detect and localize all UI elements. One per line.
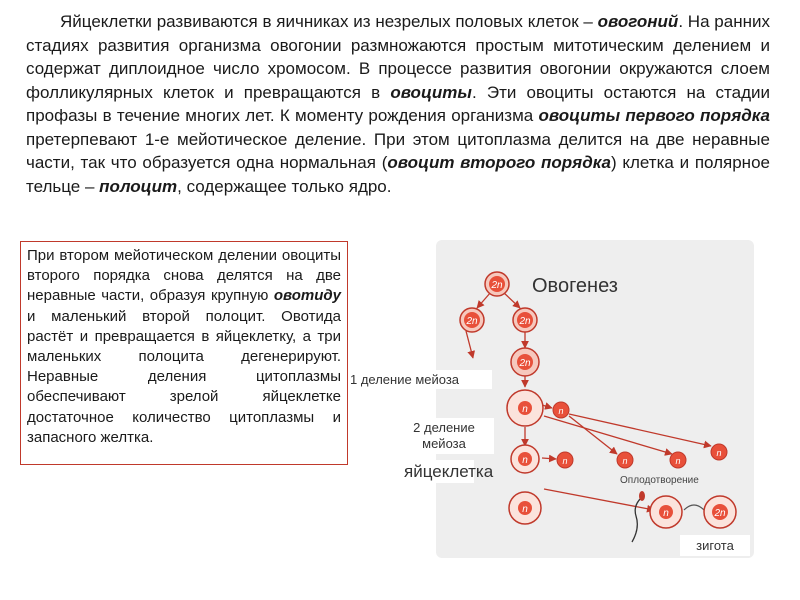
cell-polocyte-1 (553, 402, 569, 418)
cell-egg (509, 492, 541, 524)
cell-fertilized-egg (650, 496, 682, 528)
svg-text:2n: 2n (519, 358, 531, 369)
svg-text:n: n (522, 504, 528, 515)
svg-text:n: n (675, 456, 681, 466)
svg-text:n: n (663, 508, 669, 519)
fertilization-label: Оплодотворение (620, 475, 699, 486)
term-oogonia: овогоний (597, 12, 679, 31)
cell-oogonium-right (513, 308, 537, 332)
svg-text:2n: 2n (714, 508, 726, 519)
cell-primary-oocyte (511, 348, 539, 376)
oogenesis-diagram (436, 240, 754, 558)
svg-text:2n: 2n (466, 316, 478, 327)
info-box-text: При втором мейотическом делении овоциты второго порядка снова делятся на две неравные части, образуя крупную овотиду и маленький второй полоцит. Овотида растёт и превращается в яйцеклетку, а три маленьких полоцита дегенерируют. Неравные деления цитоплазмы обеспечивают зрелой яйцеклетке достаточное количество цитоплазмы и запасного желтка. (27, 247, 341, 446)
label-zygote: зигота (680, 535, 750, 556)
term-polocyte: полоцит (99, 176, 178, 196)
svg-text:n: n (522, 404, 528, 415)
main-paragraph: Яйцеклетки развиваются в яичниках из незрелых половых клеток – овогоний. На ранних стадиях развития организма овогонии размножаются простым митотическим делением и содержат диплоидное число хромосом. В процессе развития овогонии окружаются слоем фолликулярных клеток и превращаются в овоциты. Эти овоциты остаются на стадии профазы в течение многих лет. К моменту рождения организма овоциты первого порядка претерпевают 1-е мейотическое деление. При этом цитоплазма делится на две неравные части, так что образуется одна нормальная (овоцит второго порядка) клетка и полярное тельце – полоцит, содержащее только ядро. (26, 12, 770, 196)
label-meiosis-2: 2 деление мейоза (394, 418, 494, 454)
label-meiosis-1: 1 деление мейоза (348, 370, 492, 389)
cell-oogonium-left (460, 308, 484, 332)
svg-text:2n: 2n (519, 316, 531, 327)
svg-text:n: n (558, 406, 564, 416)
cell-polocyte-3 (617, 452, 633, 468)
cell-secondary-oocyte (507, 390, 543, 426)
cell-oogonium (485, 272, 509, 296)
term-ootid: овотиду (273, 287, 341, 305)
cell-ootid (511, 445, 539, 473)
cell-zygote (704, 496, 736, 528)
term-secondary-oocyte: овоцит второго порядка (387, 153, 611, 172)
svg-text:n: n (522, 455, 528, 466)
svg-text:2n: 2n (491, 280, 503, 291)
term-primary-oocytes: овоциты первого порядка (538, 106, 770, 125)
diagram-title: Овогенез (532, 275, 618, 297)
label-egg: яйцеклетка (404, 462, 494, 481)
svg-text:n: n (562, 456, 568, 466)
svg-text:n: n (716, 448, 722, 458)
svg-text:n: n (622, 456, 628, 466)
term-oocytes: овоциты (390, 82, 472, 102)
cell-polocyte-2 (557, 452, 573, 468)
cell-polocyte-4 (670, 452, 686, 468)
cell-polocyte-5 (711, 444, 727, 460)
